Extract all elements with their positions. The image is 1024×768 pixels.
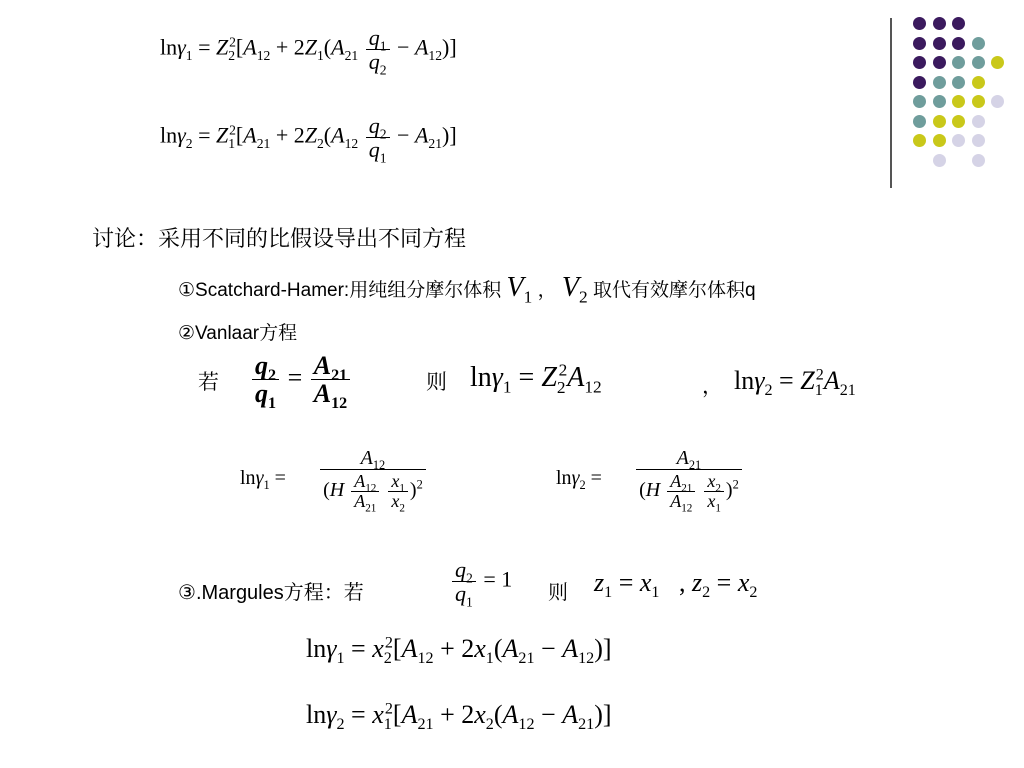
decorative-dot	[952, 37, 965, 50]
decorative-dot	[913, 37, 926, 50]
item1-text-a: 用纯组分摩尔体积	[349, 279, 502, 301]
decorative-dot	[991, 95, 1004, 108]
margules-condition: $\frac{q_2}{q_1}$ = 1	[450, 558, 512, 605]
decorative-dot	[952, 17, 965, 30]
decorative-dot	[933, 56, 946, 69]
decorative-dot	[913, 56, 926, 69]
decorative-dot	[933, 37, 946, 50]
decorative-dot	[952, 134, 965, 147]
item-scatchard-hamer	[178, 272, 756, 307]
item1-text-b: 取代有效摩尔体积	[592, 279, 745, 301]
decorative-dot	[972, 76, 985, 89]
item1-tail: q	[744, 280, 756, 301]
decorative-dot	[972, 134, 985, 147]
equation-ln-gamma2-wohl: $\ln\gamma_2 = Z_1^2[A_{21} + 2Z_2(A_{12}$ $\frac{q_2}{q_1}$ − $A_{21}$)]	[160, 113, 457, 166]
decorative-dot	[952, 115, 965, 128]
item3-text: 方程：若	[283, 580, 364, 604]
decorative-dot	[933, 76, 946, 89]
decorative-dot	[972, 37, 985, 50]
decorative-dot	[933, 134, 946, 147]
equation-ln-gamma1-wohl: $\ln\gamma_1 = Z_2^2[A_{12} + 2Z_1(A_{21}$ $\frac{q_1}{q_2}$ − $A_{12}$)]	[160, 25, 457, 78]
v1-symbol: $V_1$	[506, 272, 533, 307]
vanlaar-ln-gamma1-simple: $\ln\gamma_1 = Z_2^2A_{12}$	[470, 360, 602, 397]
vanlaar-comma: ，	[702, 374, 723, 398]
item1-separator: ，	[537, 279, 557, 301]
decorative-dot	[991, 56, 1004, 69]
discussion-heading: 讨论：采用不同的比假设导出不同方程	[92, 227, 467, 252]
vanlaar-ln-gamma2-simple: $\ln\gamma_2 = Z_1^2A_{21}$	[734, 366, 856, 400]
vanlaar-if-label: 若	[198, 370, 219, 394]
decorative-dot	[952, 56, 965, 69]
decorative-dot	[972, 154, 985, 167]
decorative-dot	[933, 154, 946, 167]
decorative-dot	[972, 95, 985, 108]
item2-marker: ②	[178, 323, 196, 344]
item-vanlaar	[178, 318, 297, 345]
item3-name: .Margules	[195, 582, 284, 604]
item2-name: Vanlaar	[195, 323, 260, 344]
margules-ln-gamma2: $\ln\gamma_2 = x_1^2[A_{21} + 2x_2(A_{12} - A_{21})]$	[306, 700, 612, 734]
decorative-dot	[913, 134, 926, 147]
decorative-dot	[913, 95, 926, 108]
decorative-dot	[952, 76, 965, 89]
decorative-dot	[952, 95, 965, 108]
decorative-dot	[933, 17, 946, 30]
item-margules	[178, 576, 364, 605]
decorative-dot	[913, 115, 926, 128]
item1-name: Scatchard-Hamer:	[195, 280, 350, 301]
decorative-dot	[913, 76, 926, 89]
vanlaar-then-label: 则	[426, 370, 447, 394]
decorative-dot	[933, 95, 946, 108]
v2-symbol: $V_2$	[561, 272, 588, 307]
margules-ln-gamma1: $\ln\gamma_1 = x_2^2[A_{12} + 2x_1(A_{21} - A_{12})]$	[306, 634, 612, 668]
decorative-dot	[972, 56, 985, 69]
margules-then-label: 则	[548, 580, 568, 604]
item1-marker: ①	[178, 280, 196, 301]
margules-z-equals-x: $z_1 = x_1$ , $z_2 = x_2$	[594, 568, 758, 602]
vanlaar-ln-gamma1-full: lnγ$_1$ = $A_{12}$ (H $\frac{A_{12}}{A_{21}}$ $\frac{x_1}{x_2}$ )$^2$	[240, 448, 455, 511]
vertical-divider	[890, 18, 892, 188]
item2-text: 方程	[259, 322, 298, 344]
decorative-dot	[913, 17, 926, 30]
item3-marker: ③	[178, 582, 196, 604]
decorative-dot	[933, 115, 946, 128]
vanlaar-condition: $\frac{q_2}{q_1}$ = $\frac{A_{21}}{A_{12}}$	[250, 352, 352, 408]
vanlaar-ln-gamma2-full: lnγ$_2$ = $A_{21}$ (H $\frac{A_{21}}{A_{12}}$ $\frac{x_2}{x_1}$ )$^2$	[556, 448, 771, 511]
decorative-dot	[972, 115, 985, 128]
